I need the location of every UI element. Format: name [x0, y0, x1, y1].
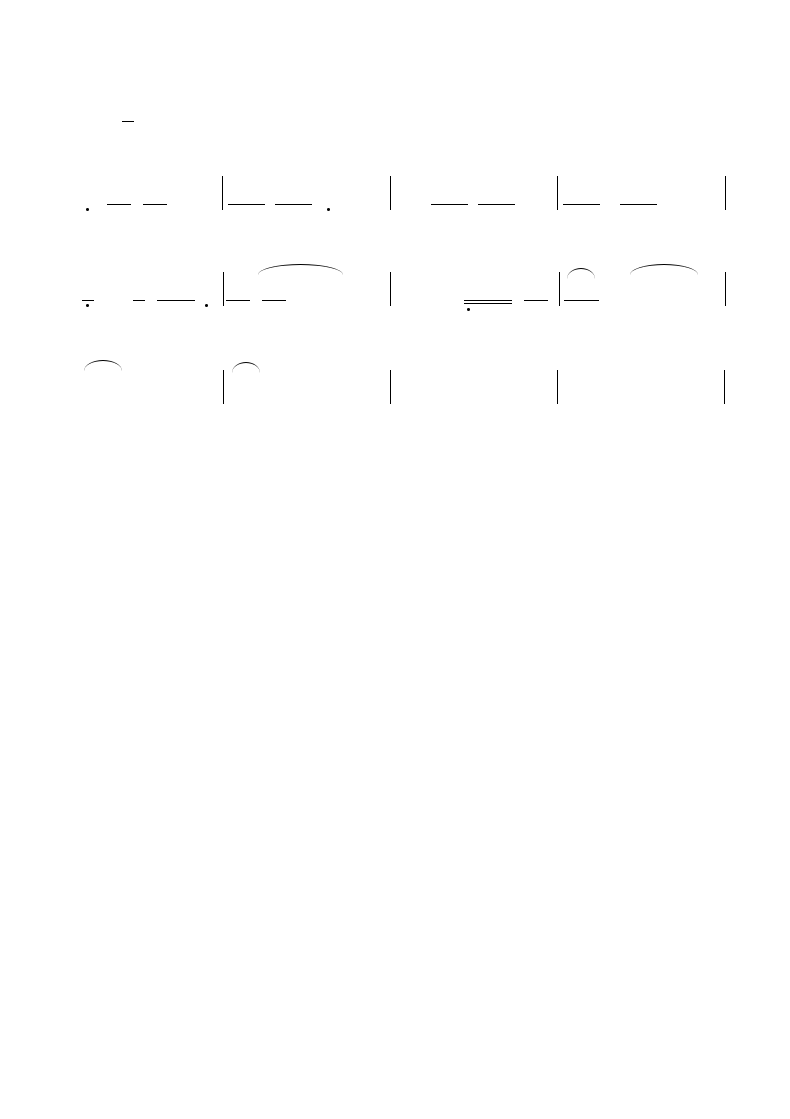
low-octave-dot [205, 304, 208, 307]
underline [431, 204, 468, 205]
slur [567, 268, 595, 279]
barline [390, 272, 391, 306]
underline [143, 204, 167, 205]
barline [724, 370, 725, 404]
barline [390, 370, 391, 404]
slur [84, 360, 122, 371]
barline [725, 176, 726, 210]
barline [222, 176, 223, 210]
underline [464, 303, 512, 304]
underline [563, 204, 600, 205]
underline [262, 300, 286, 301]
low-octave-dot [327, 208, 330, 211]
barline [223, 272, 224, 306]
tie [258, 264, 343, 275]
underline [133, 300, 145, 301]
underline [157, 300, 195, 301]
low-octave-dot [86, 208, 89, 211]
underline [275, 204, 312, 205]
underline [107, 204, 131, 205]
barline [223, 370, 224, 404]
underline [464, 300, 512, 301]
time-signature-divider [122, 121, 134, 122]
time-signature [122, 121, 134, 122]
barline [557, 370, 558, 404]
barline [557, 176, 558, 210]
underline [226, 300, 250, 301]
slur [232, 362, 260, 373]
tie [630, 264, 698, 275]
underline [478, 204, 515, 205]
barline [559, 272, 560, 306]
low-octave-dot [467, 308, 470, 311]
underline [564, 300, 599, 301]
underline [524, 300, 548, 301]
underline [620, 204, 657, 205]
underline [228, 204, 265, 205]
barline [725, 272, 726, 306]
underline [82, 300, 94, 301]
low-octave-dot [86, 304, 89, 307]
barline [390, 176, 391, 210]
